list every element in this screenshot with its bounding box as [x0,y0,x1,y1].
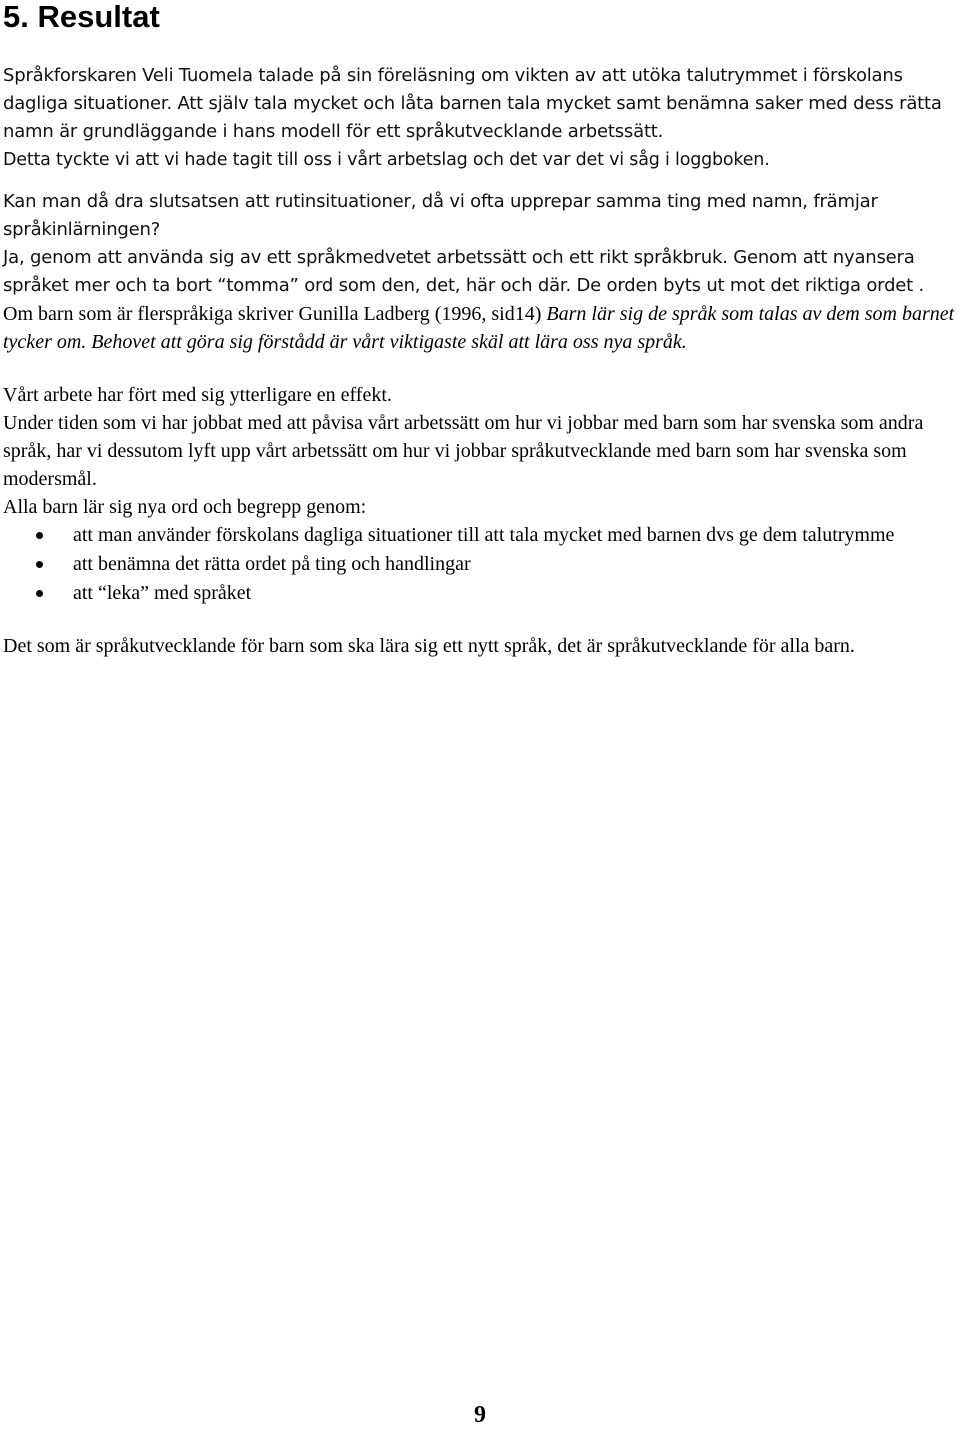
list-item [3,579,955,607]
list-item [3,521,955,549]
bullet-icon [36,532,43,539]
bullet-list [3,521,955,607]
paragraph-loggboken: Detta tyckte vi att vi hade tagit till oss i vårt arbetslag och det var det vi såg i loggboken. [3,150,770,170]
paragraph-ladberg [3,300,955,356]
paragraph-question: Kan man då dra slutsatsen att rutinsituationer, då vi ofta upprepar samma ting med namn, främjar språkinlärningen? [3,191,878,240]
paragraph-conclusion: Det som är språkutvecklande för barn som ska lära sig ett nytt språk, det är språkutvecklande för alla barn. [3,635,855,657]
spacer [3,174,955,188]
paragraph-answer: Ja, genom att använda sig av ett språkmedvetet arbetssätt och ett rikt språkbruk. Genom att nyansera språket mer och ta bort “tomma” ord som den, det, här och där. De orden byts ut mot det riktiga ordet . [3,247,925,296]
section-heading: 5. Resultat [3,0,160,34]
spacer [3,607,955,632]
list-item-text: att man använder förskolans dagliga situationer till att tala mycket med barnen dvs ge dem talutrymme [73,524,895,546]
paragraph-working-method: Under tiden som vi har jobbat med att påvisa vårt arbetssätt om hur vi jobbar med barn som har svenska som andra språk, har vi dessutom lyft upp vårt arbetssätt om hur vi jobbar språkutvecklande med barn som har svenska som modersmål. [3,412,924,490]
spacer [3,356,955,381]
paragraph-effect: Vårt arbete har fört med sig ytterligare en effekt. [3,384,392,406]
list-item [3,550,955,578]
document-body [3,62,955,660]
bullet-icon [36,590,43,597]
list-item-text: att benämna det rätta ordet på ting och handlingar [73,553,471,575]
paragraph-all-children: Alla barn lär sig nya ord och begrepp genom: [3,496,367,518]
paragraph-tuomela: Språkforskaren Veli Tuomela talade på sin föreläsning om vikten av att utöka talutrymmet i förskolans dagliga situationer. Att själv tala mycket och låta barnen tala mycket samt benämna saker med dess rätta namn är grundläggande i hans modell för ett språkutvecklande arbetssätt. [3,65,942,142]
bullet-icon [36,561,43,568]
ladberg-quote: Barn lär sig de språk som talas av dem som barnet tycker om. Behovet att göra sig förstådd är vårt viktigaste skäl att lära oss nya språk. [3,303,955,353]
list-item-text: att “leka” med språket [73,582,252,604]
page-number: 9 [474,1402,486,1428]
ladberg-intro: Om barn som är flerspråkiga skriver Gunilla Ladberg (1996, sid14) [3,303,547,325]
